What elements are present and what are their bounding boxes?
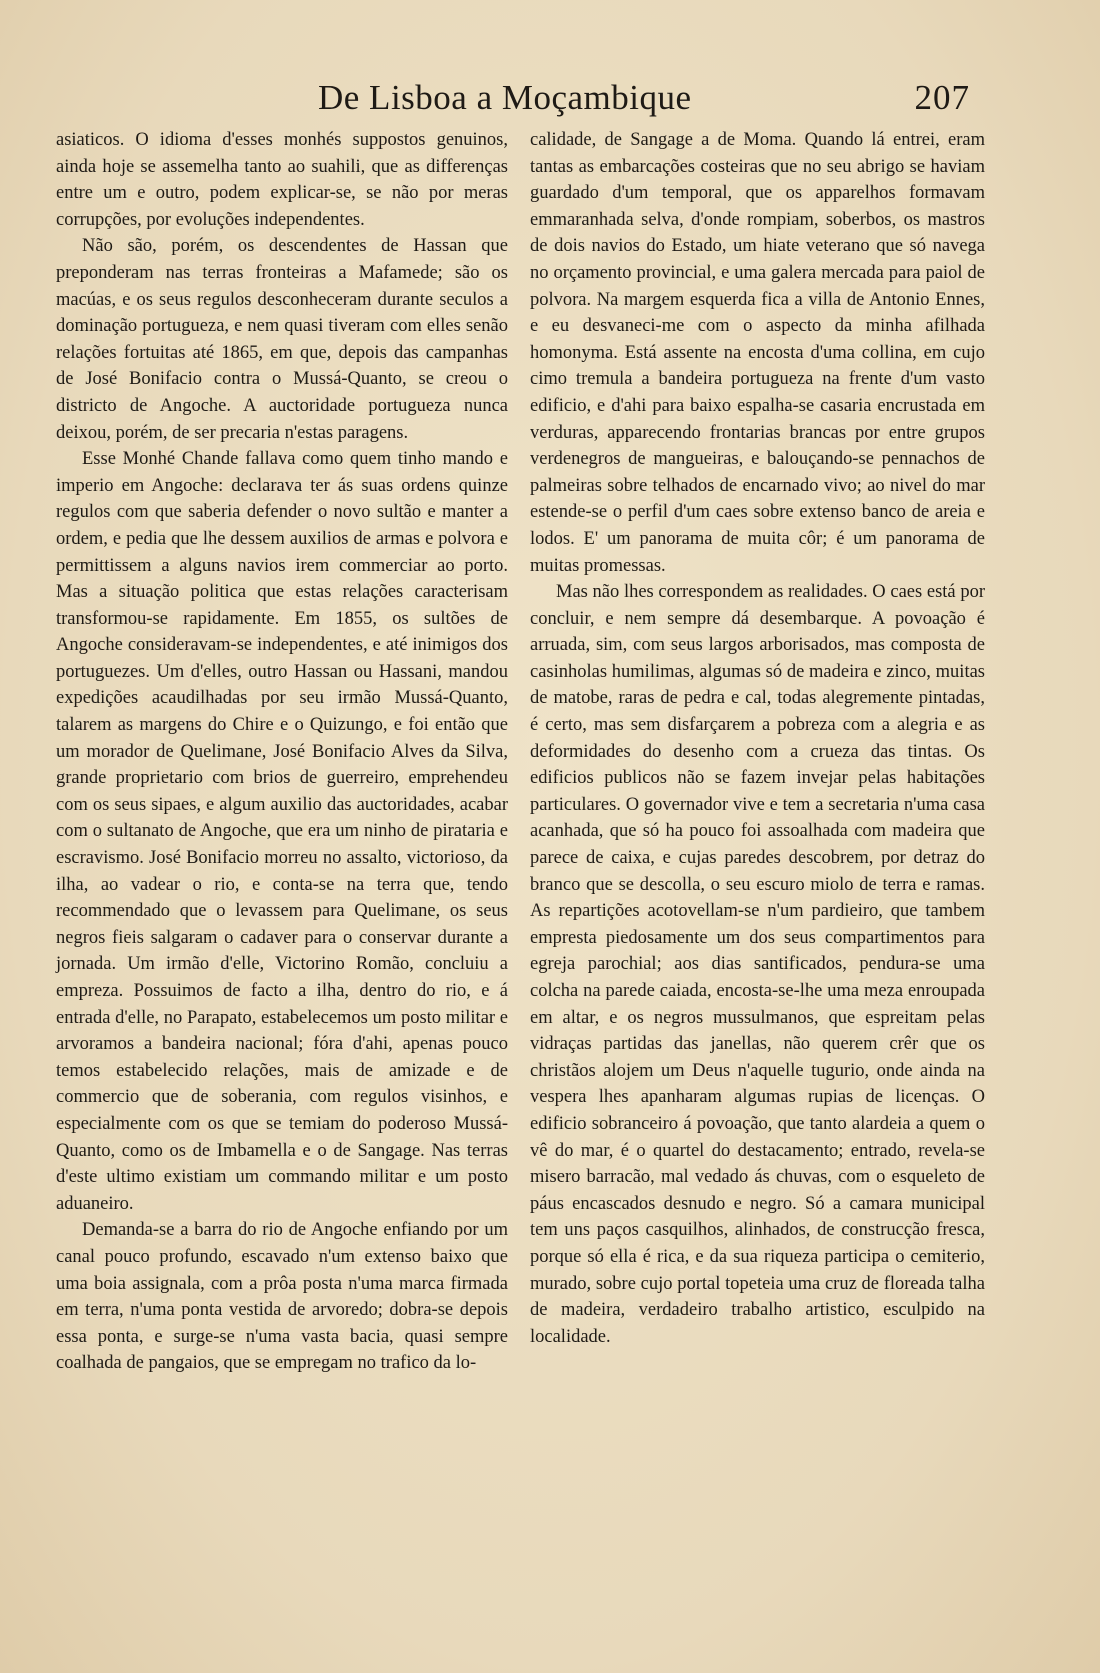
paragraph: Mas não lhes correspondem as realidades. O caes está por concluir, e nem sempre dá desembarque. A povoação é arruada, sim, com seus largos arborisados, mas composta de casinholas humilimas, algumas só de madeira e zinco, muitas de matobe, raras de pedra e cal, todas alegremente pintadas, é certo, mas sem disfarçarem a pobreza com a alegria e as deformidades do desenho com a crueza das tintas. Os edificios publicos não se fazem invejar pelas habitações particulares. O governador vive e tem a secretaria n'uma casa acanhada, que só ha pouco foi assoalhada com madeira que parece de caixa, e cujas paredes descobrem, por detraz do branco que se descolla, o seu escuro miolo de terra e ramas. As repartições acotovellam-se n'um pardieiro, que tambem empresta piedosamente um dos seus compartimentos para egreja parochial; aos dias santificados, pendura-se uma colcha na parede caiada, encosta-se-lhe uma meza enroupada em altar, e os negros mussulmanos, que espreitam pelas vidraças partidas das janellas, não querem crêr que os christãos alojem um Deus n'aquelle tugurio, onde ainda na vespera lhes apanharam algumas rupias de licenças. O edificio sobranceiro á povoação, que tanto alardeia a quem o vê do mar, é o quartel do destacamento; entrado, revela-se misero barracão, mal vedado ás chuvas, com o esqueleto de páus encascados desnudo e negro. Só a camara municipal tem uns paços casquilhos, alinhados, de construcção fresca, porque só ella é rica, e da sua riqueza participa o cemiterio, murado, sobre cujo portal topeteia uma cruz de floreada talha de madeira, verdadeiro trabalho artistico, esculpido na localidade. [530,582,985,1347]
running-header [56,78,976,128]
paragraph: calidade, de Sangage a de Moma. Quando lá entrei, eram tantas as embarcações costeiras que no seu abrigo se haviam guardado d'um temporal, que os apparelhos formavam emmaranhada selva, d'onde rompiam, soberbos, os mastros de dois navios do Estado, um hiate veterano que só navega no orçamento provincial, e uma galera mercada para paiol de polvora. Na margem esquerda fica a villa de Antonio Ennes, e eu desvaneci-me com o aspecto da minha afilhada homonyma. Está assente na encosta d'uma collina, em cujo cimo tremula a bandeira portugueza na frente d'um vasto edificio, e d'ahi para baixo espalha-se casaria encrustada em verduras, apparecendo frontarias brancas por entre grupos verdenegros de mangueiras, e balouçando-se pennachos de palmeiras sobre telhados de encarnado vivo; ao nivel do mar estende-se o perfil d'um caes sobre extenso banco de areia e lodos. E' um panorama de muita côr; é um panorama de muitas promessas. [530,130,985,576]
left-column [56,127,508,1377]
running-title: De Lisboa a Moçambique [318,78,692,117]
paragraph: Demanda-se a barra do rio de Angoche enfiando por um canal pouco profundo, escavado n'um extenso baixo que uma boia assignala, com a prôa posta n'uma marca firmada em terra, n'uma ponta vestida de arvoredo; dobra-se depois essa ponta, e surge-se n'uma vasta bacia, quasi sempre coalhada de pangaios, que se empregam no trafico da lo- [56,1220,508,1374]
right-column [530,127,985,1350]
paragraph: Não são, porém, os descendentes de Hassan que preponderam nas terras fronteiras a Mafamede; são os macúas, e os seus regulos desconheceram durante seculos a dominação portugueza, e nem quasi tiveram com elles senão relações fortuitas até 1865, em que, depois das campanhas de José Bonifacio contra o Mussá-Quanto, se creou o districto de Angoche. A auctoridade portugueza nunca deixou, porém, de ser precaria n'estas paragens. [56,236,508,443]
paragraph: Esse Monhé Chande fallava como quem tinho mando e imperio em Angoche: declarava ter ás suas ordens quinze regulos com que saberia defender o novo sultão e manter a ordem, e pedia que lhe dessem auxilios de armas e polvora e permittissem a alguns navios irem commerciar ao porto. Mas a situação politica que estas relações caracterisam transformou-se rapidamente. Em 1855, os sultões de Angoche consideravam-se independentes, e até inimigos dos portuguezes. Um d'elles, outro Hassan ou Hassani, mandou expedições acaudilhadas por seu irmão Mussá-Quanto, talarem as margens do Chire e o Quizungo, e foi então que um morador de Quelimane, José Bonifacio Alves da Silva, grande proprietario com brios de guerreiro, emprehendeu com os seus sipaes, e algum auxilio das auctoridades, acabar com o sultanato de Angoche, que era um ninho de pirataria e escravismo. José Bonifacio morreu no assalto, victorioso, da ilha, ao vadear o rio, e conta-se na terra que, tendo recommendado que o levassem para Quelimane, os seus negros fieis salgaram o cadaver para o conservar durante a jornada. Um irmão d'elle, Victorino Romão, concluiu a empreza. Possuimos de facto a ilha, dentro do rio, e á entrada d'elle, no Parapato, estabelecemos um posto militar e arvoramos a bandeira nacional; fóra d'ahi, apenas pouco temos estabelecido relações, mais de amizade e de commercio que de soberania, com regulos visinhos, e especialmente com os que se temiam do poderoso Mussá-Quanto, como os de Imbamella e o de Sangage. Nas terras d'este ultimo existiam um commando militar e um posto aduaneiro. [56,449,508,1214]
paragraph: asiaticos. O idioma d'esses monhés suppostos genuinos, ainda hoje se assemelha tanto ao suahili, que as differenças entre um e outro, podem explicar-se, se não por meras corrupções, por evoluções independentes. [56,130,508,230]
page-number: 207 [914,78,970,117]
